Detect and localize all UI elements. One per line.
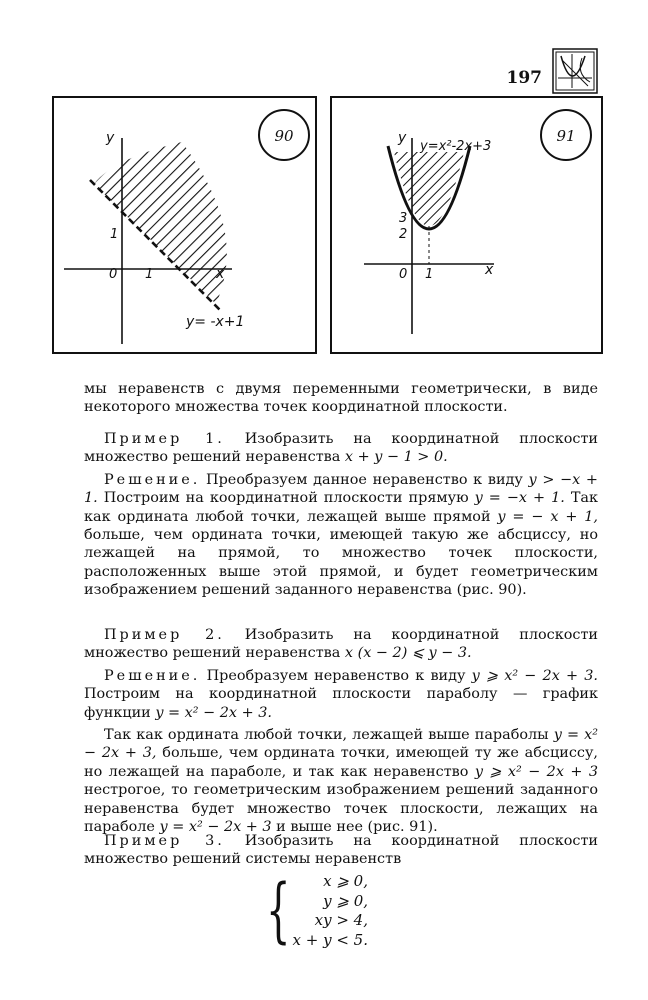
solution-2-text: Преобразуем неравенство к виду — [200, 667, 472, 684]
example-1 — [84, 430, 598, 600]
solution-1-line: y = − x + 1, — [497, 508, 598, 525]
axis-y-label: y — [106, 130, 115, 146]
example-2-inequality: x (x − 2) ⩽ y − 3. — [344, 645, 472, 662]
system-line-4: x + y < 5. — [292, 930, 368, 949]
graph-thumbnail-icon — [552, 48, 598, 94]
example-3-heading: Пример 3. — [104, 833, 225, 849]
origin-label: 0 — [399, 267, 408, 282]
solution-2-text: Построим на координатной плоскости параболу — график функции — [84, 686, 598, 721]
figure-90 — [52, 96, 317, 354]
example-1-heading: Пример 1. — [104, 431, 225, 447]
tick-y-1: 1 — [110, 227, 119, 242]
system-line-3: xy > 4, — [314, 911, 368, 929]
solution-2-heading: Решение. — [104, 667, 201, 684]
solution-2-function: y = x² − 2x + 3, — [84, 727, 598, 762]
solution-2-text: нестрогое, то геометрическим изображением решений заданного неравенства будет множество точек плоскости, лежащих на параболе — [84, 782, 598, 836]
solution-1-heading: Решение. — [104, 471, 201, 488]
solution-1-text: Так как ордината любой точки, лежащей выше прямой — [84, 490, 598, 525]
axis-x-label: x — [485, 262, 494, 278]
example-3-task: Изобразить на координатной плоскости множество решений системы неравенств — [84, 833, 598, 868]
system-line-2: y ⩾ 0, — [323, 891, 368, 910]
solution-2-inequality: y ⩾ x² − 2x + 3. — [471, 667, 598, 684]
figure-number: 90 — [274, 127, 294, 145]
solution-2-text: и выше нее (рис. 91). — [271, 819, 438, 836]
axis-y-label: y — [398, 130, 407, 146]
figure-91 — [330, 96, 603, 354]
solution-1-text: Преобразуем данное неравенство к виду — [200, 471, 529, 488]
system-line-1: x ⩾ 0, — [323, 872, 368, 890]
example-3 — [84, 832, 598, 869]
example-2 — [84, 626, 598, 836]
tick-y-3: 3 — [399, 211, 408, 226]
figure-number: 91 — [556, 127, 576, 145]
line-label: y= -x+1 — [186, 314, 245, 330]
solution-2-function: y = x² − 2x + 3 — [159, 819, 272, 836]
tick-x-1: 1 — [145, 267, 154, 282]
intro-paragraph — [84, 380, 598, 417]
solution-1-text: Построим на координатной плоскости прямую — [97, 490, 475, 507]
origin-label: 0 — [109, 267, 118, 282]
example-1-task: Изобразить на координатной плоскости множество решений неравенства — [84, 431, 598, 466]
curve-label: y=x²-2x+3 — [420, 139, 492, 154]
example-2-heading: Пример 2. — [104, 627, 225, 643]
system-brace: { — [266, 869, 291, 951]
page-number: 197 — [506, 68, 542, 88]
tick-x-1: 1 — [425, 267, 434, 282]
intro-text: мы неравенств с двумя переменными геометрически, в виде некоторого множества точек координатной плоскости. — [84, 381, 598, 416]
example-2-task: Изобразить на координатной плоскости множество решений неравенства — [84, 627, 598, 662]
solution-1-inequality: y > −x + 1. — [84, 471, 598, 507]
solution-2-inequality: y ⩾ x² − 2x + 3 — [474, 763, 598, 780]
solution-2-function: y = x² − 2x + 3. — [155, 704, 272, 721]
solution-2-text: больше, чем ордината точки, имеющей ту же абсциссу, но лежащей на параболе, и так как неравенство — [84, 745, 598, 780]
solution-2-text: Так как ордината любой точки, лежащей выше параболы — [104, 727, 554, 744]
example-1-inequality: x + y − 1 > 0. — [344, 449, 448, 466]
axis-x-label: x — [216, 266, 225, 282]
solution-1-text: больше, чем ордината точки, имеющей такую же абсциссу, но лежащей на прямой, то множество точек плоскости, расположенных выше этой прямой, и будет геометрическим изображением решений заданного неравенства (рис. 90). — [84, 527, 598, 599]
solution-1-line: y = −x + 1. — [474, 490, 565, 507]
tick-y-2: 2 — [399, 227, 408, 242]
